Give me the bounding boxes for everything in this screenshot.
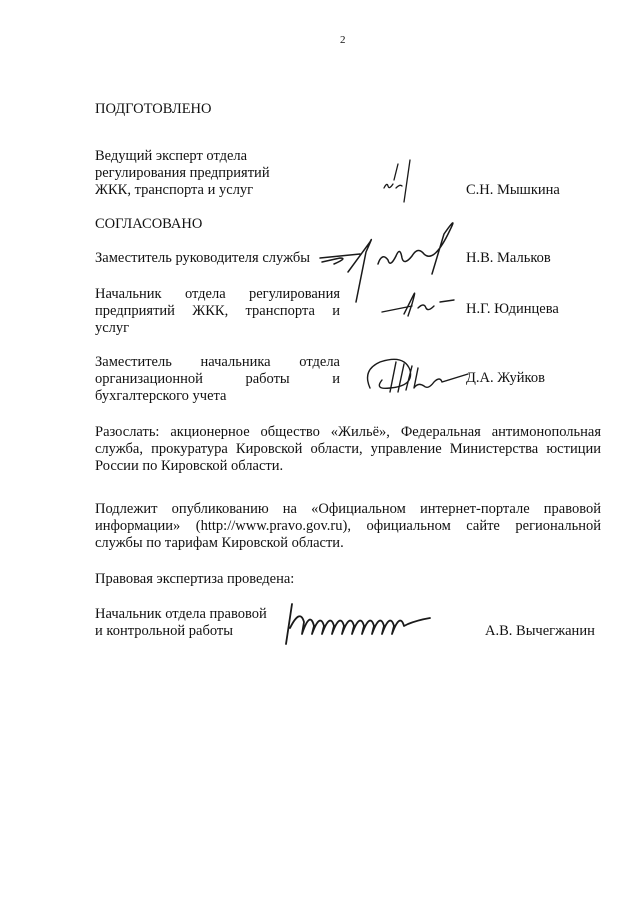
legal-review-position-line-1: Начальник отдела правовой — [95, 606, 267, 622]
publication-line: информации» (http://www.pravo.gov.ru), официальном сайте региональной — [95, 518, 601, 534]
signature-zhuikov — [360, 354, 470, 398]
agreed-1-name: Н.В. Мальков — [466, 250, 551, 266]
prepared-position-line-1: Ведущий эксперт отдела — [95, 148, 248, 164]
distribution-line: России по Кировской области. — [95, 458, 284, 474]
agreed-3-position-line: бухгалтерского учета — [95, 388, 227, 404]
prepared-position-line-3: ЖКК, транспорта и услуг — [95, 182, 254, 198]
page-number: 2 — [340, 34, 346, 46]
publication-paragraph — [95, 501, 601, 552]
agreed-3-name: Д.А. Жуйков — [466, 370, 545, 386]
prepared-name: С.Н. Мышкина — [466, 182, 560, 198]
legal-review-position-line-2: и контрольной работы — [95, 623, 233, 639]
legal-review-name: А.В. Вычегжанин — [485, 623, 595, 639]
agreed-2-position-line: Начальник отдела регулирования — [95, 286, 340, 302]
distribution-line: служба, прокуратура Кировской области, управление Министерства юстиции — [95, 441, 601, 457]
publication-line: службы по тарифам Кировской области. — [95, 535, 344, 551]
agreed-3-position-line: Заместитель начальника отдела — [95, 354, 340, 370]
agreed-3-position-line: организационной работы и — [95, 371, 340, 387]
distribution-line: Разослать: акционерное общество «Жильё», Федеральная антимонопольная — [95, 424, 601, 440]
publication-line: Подлежит опубликованию на «Официальном интернет-портале правовой — [95, 501, 601, 517]
agreed-2-position-line: предприятий ЖКК, транспорта и — [95, 303, 340, 319]
signature-yudintseva — [380, 288, 460, 324]
agreed-1-position: Заместитель руководителя службы — [95, 250, 311, 266]
signature-vychegzhanin — [280, 598, 470, 648]
agreed-2-name: Н.Г. Юдинцева — [466, 301, 559, 317]
distribution-paragraph — [95, 424, 601, 475]
signature-myshkina — [380, 158, 420, 204]
agreed-heading: СОГЛАСОВАНО — [95, 216, 203, 232]
agreed-2-position-line: услуг — [95, 320, 130, 336]
prepared-position-line-2: регулирования предприятий — [95, 165, 270, 181]
agreed-2-position — [95, 286, 340, 337]
legal-review-statement: Правовая экспертиза проведена: — [95, 571, 295, 587]
prepared-heading: ПОДГОТОВЛЕНО — [95, 101, 212, 117]
agreed-3-position — [95, 354, 340, 405]
